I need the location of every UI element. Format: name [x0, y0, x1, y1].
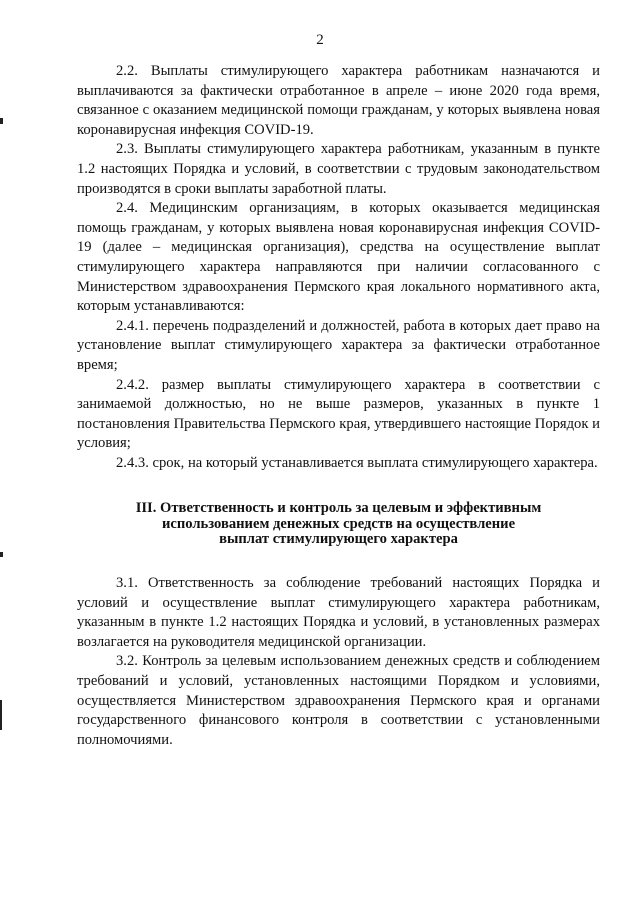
paragraph-3-2: 3.2. Контроль за целевым использованием денежных средств и соблюдением требований и условий, установленных настоящими Порядком и условиями, осуществляется Министерством здравоохранения Пермского края и органами государственного финансового контроля в соответствии с установленными полномочиями. [77, 653, 600, 748]
paragraph-3-1: 3.1. Ответственность за соблюдение требований настоящих Порядка и условий и осуществление выплат стимулирующего характера работникам, указанным в пункте 1.2 настоящих Порядка и условий, в установленных размерах возлагается на руководителя медицинской организации. [77, 574, 600, 650]
page-number: 2 [316, 32, 324, 48]
section-heading [77, 501, 600, 548]
paragraph-2-4-2: 2.4.2. размер выплаты стимулирующего характера в соответствии с занимаемой должностью, но не выше размеров, указанных в пункте 1 постановления Правительства Пермского края, утвердившего настоящие Порядок и условия; [77, 376, 600, 452]
paragraph-2-4-1: 2.4.1. перечень подразделений и должностей, работа в которых дает право на установление выплат стимулирующего характера за фактически отработанное время; [77, 317, 600, 373]
paragraph-2-2: 2.2. Выплаты стимулирующего характера работникам назначаются и выплачиваются за фактически отработанное в апреле – июне 2020 года время, связанное с оказанием медицинской помощи гражданам, у которых выявлена новая коронавирусная инфекция COVID-19. [77, 63, 600, 138]
document-body [77, 62, 600, 750]
section-heading-line: выплат стимулирующего характера [219, 531, 458, 548]
paragraph-2-4-3: 2.4.3. срок, на который устанавливается выплата стимулирующего характера. [116, 454, 598, 471]
section-heading-line: III. Ответственность и контроль за целевым и эффективным [135, 500, 542, 517]
scan-edge-mark [0, 118, 3, 124]
scan-edge-mark [0, 552, 3, 557]
paragraph-2-3: 2.3. Выплаты стимулирующего характера работникам, указанным в пункте 1.2 настоящих Порядка и условий, в соответствии с трудовым законодательством производятся в сроки выплаты заработной платы. [77, 141, 600, 197]
paragraph-2-4: 2.4. Медицинским организациям, в которых оказывается медицинская помощь гражданам, у которых выявлена новая коронавирусная инфекция COVID-19 (далее – медицинская организация), средства на осуществление выплат стимулирующего характера направляются при наличии согласованного с Министерством здравоохранения Пермского края локального нормативного акта, которым устанавливаются: [77, 200, 600, 315]
scan-edge-mark [0, 700, 2, 730]
section-heading-line: использованием денежных средств на осуществление [161, 515, 516, 532]
